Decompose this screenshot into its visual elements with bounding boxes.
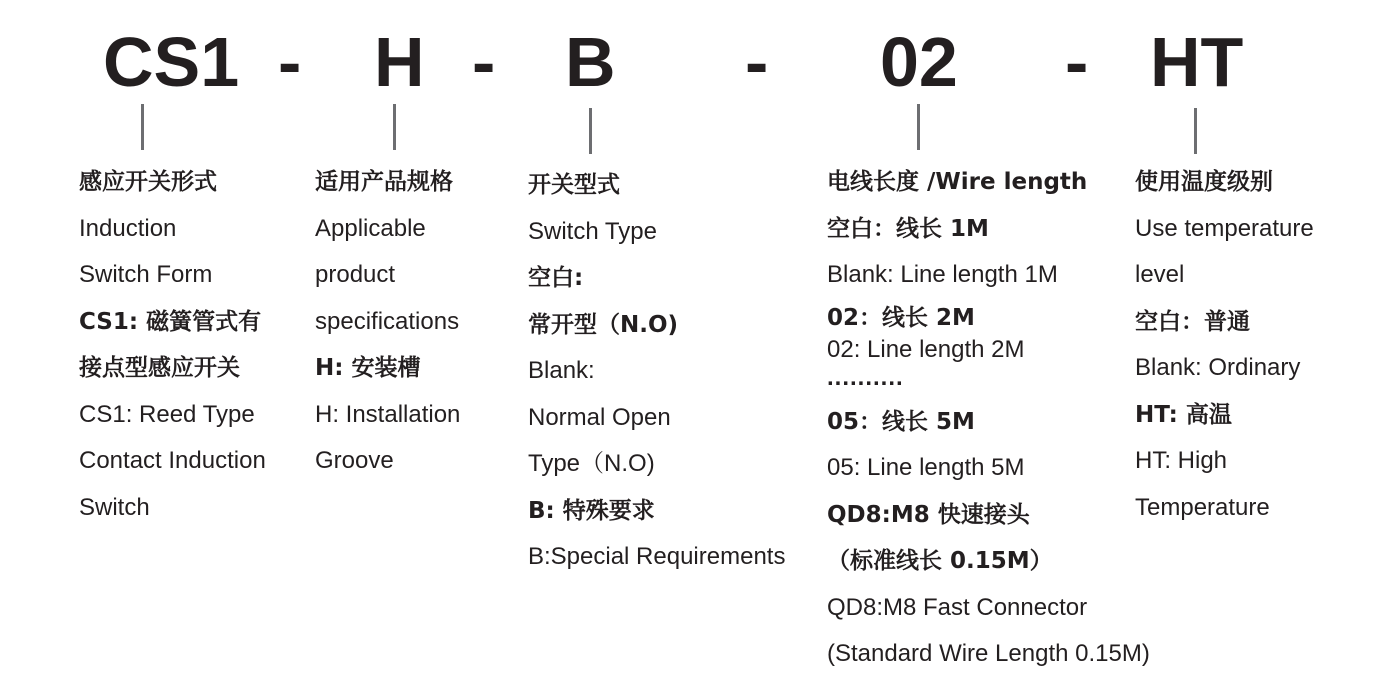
- connector-line: [917, 104, 920, 150]
- connector-line: [589, 108, 592, 154]
- option-label: 空白：线长 1M: [827, 215, 989, 242]
- column-subtitle: Use temperature: [1135, 214, 1314, 242]
- column-subtitle: specifications: [315, 307, 460, 335]
- option-description: Blank: Ordinary: [1135, 354, 1301, 381]
- column-subtitle: level: [1135, 261, 1185, 288]
- option-description: CS1: Reed Type: [79, 400, 255, 428]
- code-separator: -: [278, 23, 302, 101]
- option-description: Contact Induction: [79, 447, 266, 474]
- column-switch-form: [79, 164, 266, 536]
- connector-line: [141, 104, 144, 150]
- ellipsis: ..........: [827, 363, 904, 391]
- column-subtitle: Switch Type: [528, 217, 657, 245]
- code-segment-temperature: HT: [1150, 23, 1244, 101]
- code-separator: -: [472, 23, 496, 101]
- option-label: HT: 高温: [1135, 401, 1232, 428]
- option-label: 空白：普通: [1135, 308, 1250, 335]
- column-product-spec: [315, 164, 460, 490]
- column-temperature: [1135, 164, 1314, 536]
- option-description: Temperature: [1135, 493, 1270, 521]
- option-description: Switch: [79, 493, 150, 521]
- option-description: HT: High: [1135, 447, 1228, 474]
- option-description: Normal Open: [528, 403, 671, 431]
- code-separator: -: [745, 23, 769, 101]
- column-title: 适用产品规格: [315, 169, 453, 195]
- option-description: QD8:M8 Fast Connector: [827, 593, 1088, 621]
- connector-line: [393, 104, 396, 150]
- code-segment-wire-length: 02: [880, 23, 958, 101]
- column-subtitle: Induction: [79, 214, 177, 242]
- option-label: （标准线长 0.15M）: [827, 548, 1053, 574]
- option-label: 空白:: [528, 265, 584, 291]
- option-label: CS1: 磁簧管式有: [79, 308, 262, 335]
- column-title: 感应开关形式: [79, 169, 217, 195]
- option-label: 02：线长 2M: [827, 304, 975, 331]
- option-description: Type（N.O): [528, 450, 655, 477]
- option-label: H: 安装槽: [315, 355, 421, 381]
- column-subtitle: Switch Form: [79, 261, 213, 288]
- column-switch-type: [528, 167, 785, 586]
- code-segment-size: H: [374, 23, 425, 101]
- option-description: Blank: Line length 1M: [827, 261, 1058, 288]
- option-description: 02: Line length 2M: [827, 335, 1025, 363]
- option-label: 05：线长 5M: [827, 408, 975, 435]
- code-segment-series: CS1: [103, 23, 240, 101]
- column-wire-length: [827, 164, 1150, 683]
- code-segment-switch-type: B: [565, 23, 616, 101]
- column-subtitle: product: [315, 261, 396, 288]
- column-title: 电线长度 /Wire length: [827, 169, 1088, 195]
- column-subtitle: Applicable: [315, 214, 426, 242]
- connector-line: [1194, 108, 1197, 154]
- option-description: H: Installation: [315, 400, 461, 428]
- option-description: B:Special Requirements: [528, 543, 786, 570]
- option-label: QD8:M8 快速接头: [827, 501, 1030, 528]
- option-label: 接点型感应开关: [79, 355, 240, 381]
- column-title: 开关型式: [528, 172, 620, 198]
- option-label: 常开型（N.O): [528, 311, 679, 338]
- code-separator: -: [1065, 23, 1089, 101]
- option-description: Blank:: [528, 357, 595, 384]
- option-description: Groove: [315, 447, 394, 474]
- option-label: B: 特殊要求: [528, 497, 655, 524]
- option-description: (Standard Wire Length 0.15M): [827, 640, 1150, 667]
- option-description: 05: Line length 5M: [827, 454, 1025, 481]
- column-title: 使用温度级别: [1135, 169, 1273, 195]
